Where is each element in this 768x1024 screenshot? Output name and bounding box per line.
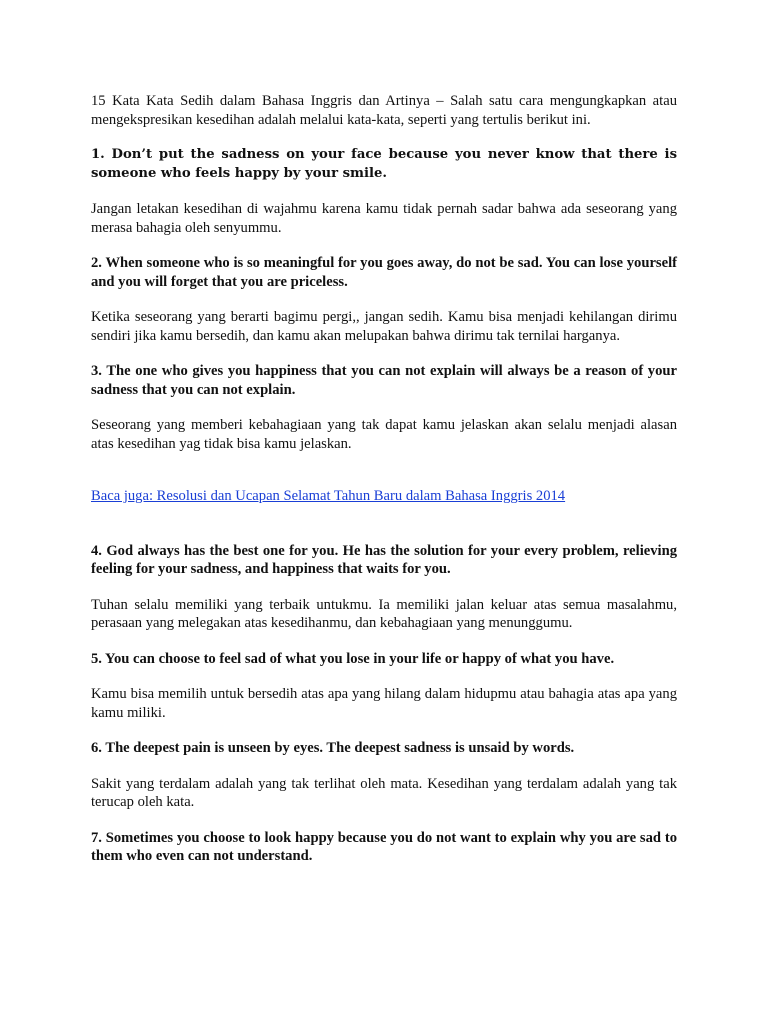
quote-1-english: 1. Don’t put the sadness on your face because you never know that there is someone who feels happy by your smile.	[91, 147, 677, 181]
quote-5-translation: Kamu bisa memilih untuk bersedih atas apa yang hilang dalam hidupmu atau bahagia atas apa yang kamu miliki.	[91, 686, 677, 721]
quote-2-translation: Ketika seseorang yang berarti bagimu pergi,, jangan sedih. Kamu bisa menjadi kehilangan dirimu sendiri jika kamu bersedih, dan kamu akan melupakan bahwa dirimu tak ternilai harganya.	[91, 309, 677, 344]
document-page	[91, 92, 677, 883]
quote-5-english: 5. You can choose to feel sad of what you lose in your life or happy of what you have.	[91, 650, 615, 667]
quote-2-english: 2. When someone who is so meaningful for you goes away, do not be sad. You can lose yourself and you will forget that you are priceless.	[91, 255, 677, 290]
quote-6-english: 6. The deepest pain is unseen by eyes. The deepest sadness is unsaid by words.	[91, 740, 575, 756]
quote-4-english: 4. God always has the best one for you. He has the solution for your every problem, relieving feeling for your sadness, and happiness that waits for you.	[91, 542, 677, 577]
quote-6-translation: Sakit yang terdalam adalah yang tak terlihat oleh mata. Kesedihan yang terdalam adalah yang tak terucap oleh kata.	[91, 775, 677, 810]
quote-3-translation: Seseorang yang memberi kebahagiaan yang tak dapat kamu jelaskan akan selalu menjadi alasan atas kesedihan yag tidak bisa kamu jelaskan.	[91, 417, 677, 452]
related-link-row	[91, 487, 677, 506]
quote-3-english: 3. The one who gives you happiness that you can not explain will always be a reason of your sadness that you can not explain.	[91, 363, 677, 398]
related-article-link[interactable]: Baca juga: Resolusi dan Ucapan Selamat Tahun Baru dalam Bahasa Inggris 2014	[91, 488, 566, 504]
intro-paragraph: 15 Kata Kata Sedih dalam Bahasa Inggris dan Artinya – Salah satu cara mengungkapkan atau mengekspresikan kesedihan adalah melalui kata-kata, seperti yang tertulis berikut ini.	[91, 93, 677, 128]
quote-4-translation: Tuhan selalu memiliki yang terbaik untukmu. Ia memiliki jalan keluar atas semua masalahmu, perasaan yang melegakan atas kesedihanmu, dan kebahagiaan yang menunggumu.	[91, 596, 677, 631]
quote-7-english: 7. Sometimes you choose to look happy because you do not want to explain why you are sad to them who even can not understand.	[91, 829, 677, 864]
quote-1-translation: Jangan letakan kesedihan di wajahmu karena kamu tidak pernah sadar bahwa ada seseorang yang merasa bahagia oleh senyummu.	[91, 201, 677, 236]
